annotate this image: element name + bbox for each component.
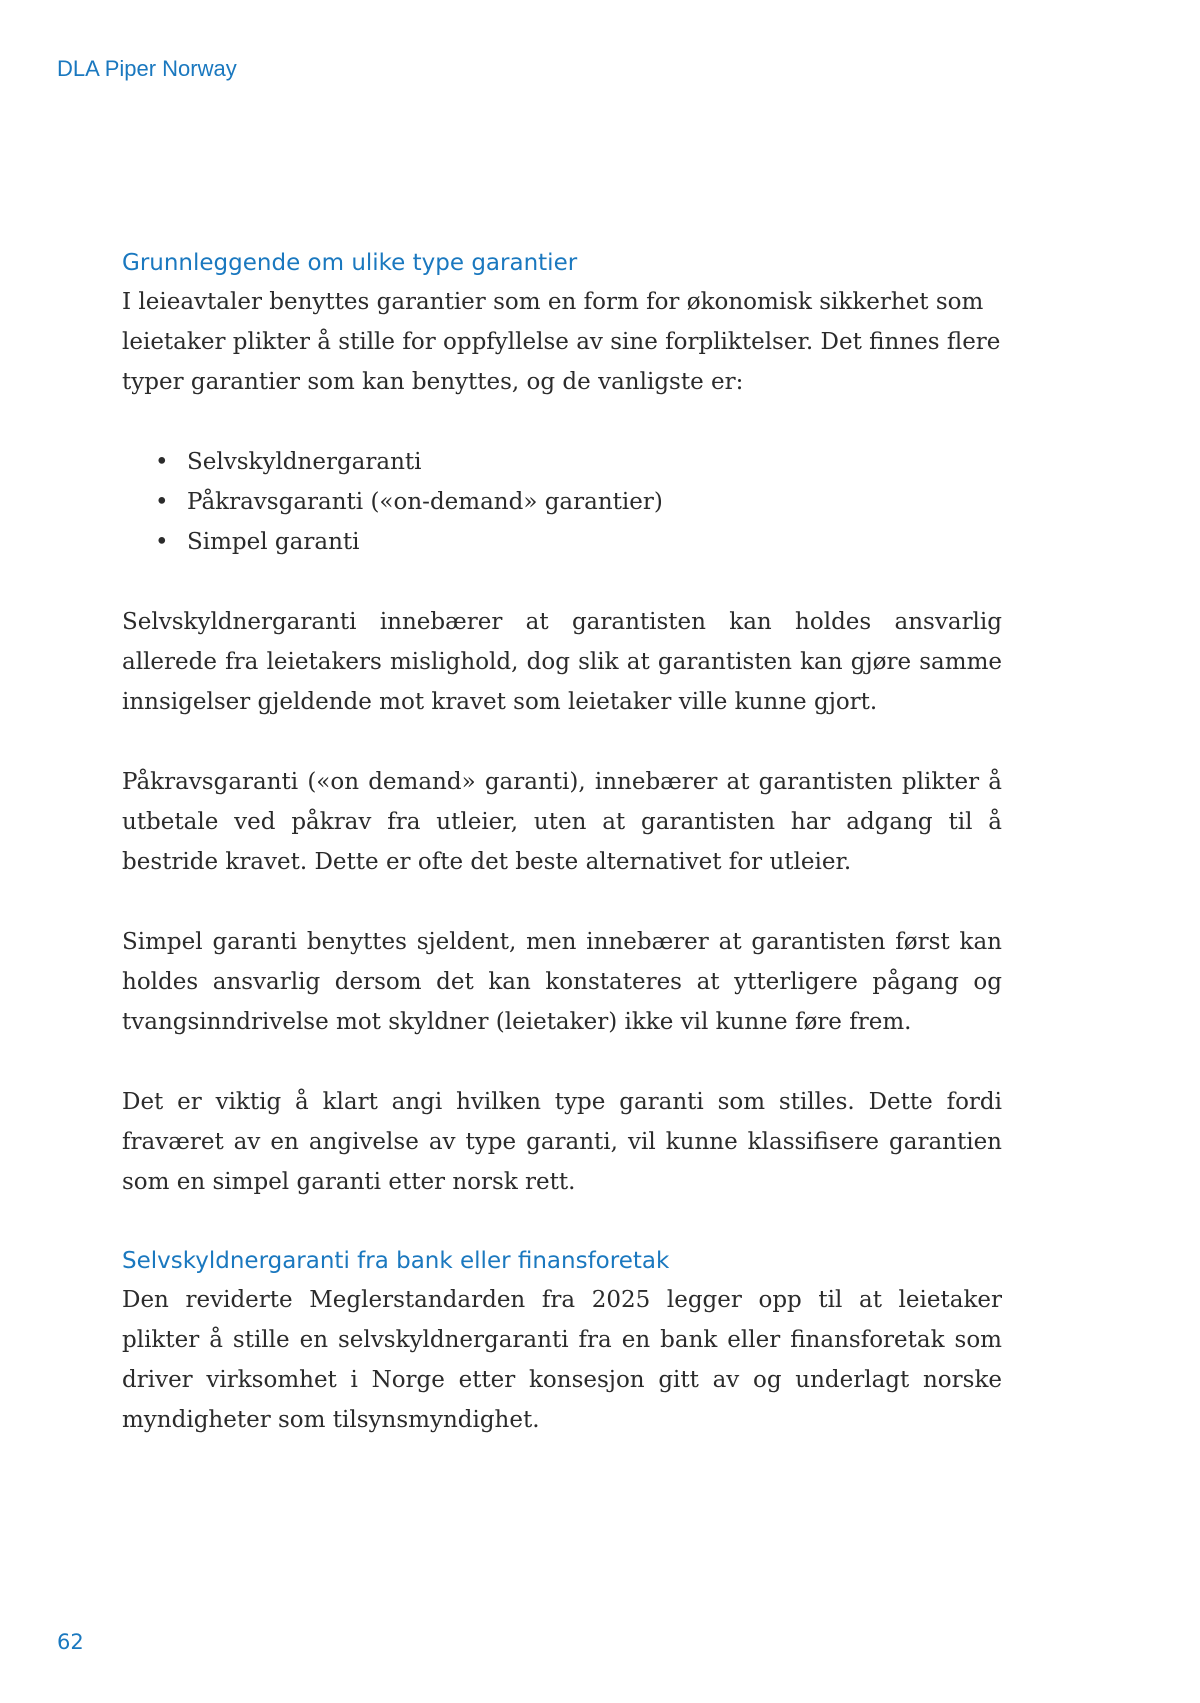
spacer [122, 402, 1002, 442]
list-item [122, 482, 1002, 522]
spacer [122, 1202, 1002, 1242]
section-heading-bank-guarantee: Selvskyldnergaranti fra bank eller finansforetak [122, 1248, 670, 1274]
spacer [122, 1042, 1002, 1082]
paragraph-simpel-garanti: Simpel garanti benyttes sjeldent, men innebærer at garantisten først kan holdes ansvarlig dersom det kan konstateres at ytterligere pågang og tvangsinndrivelse mot skyldner (leietaker) ikke vil kunne føre frem. [122, 929, 1002, 1035]
bullet-icon: • [155, 529, 169, 555]
guarantee-type-list [122, 442, 1002, 562]
paragraph-selvskyldnergaranti: Selvskyldnergaranti innebærer at garantisten kan holdes ansvarlig allerede fra leietakers mislighold, dog slik at garantisten kan gjøre samme innsigelser gjeldende mot kravet som leietaker ville kunne gjort. [122, 609, 1002, 715]
document-body [122, 244, 1002, 1440]
list-item-label: Påkravsgaranti («on-demand» garantier) [187, 489, 663, 515]
page-number: 62 [57, 1630, 84, 1654]
list-item-label: Simpel garanti [187, 529, 360, 555]
running-header: DLA Piper Norway [57, 56, 237, 81]
spacer [122, 562, 1002, 602]
paragraph-pakravsgaranti: Påkravsgaranti («on demand» garanti), innebærer at garantisten plikter å utbetale ved påkrav fra utleier, uten at garantisten har adgang til å bestride kravet. Dette er ofte det beste alternativet for utleier. [122, 769, 1002, 875]
intro-paragraph: I leieavtaler benyttes garantier som en form for økonomisk sikkerhet som leietaker plikter å stille for oppfyllelse av sine forpliktelser. Det finnes flere typer garantier som kan benyttes, og de vanligste er: [122, 289, 1001, 395]
section-heading-guarantee-types: Grunnleggende om ulike type garantier [122, 250, 578, 276]
bullet-icon: • [155, 449, 169, 475]
paragraph-meglerstandarden: Den reviderte Meglerstandarden fra 2025 legger opp til at leietaker plikter å stille en selvskyldnergaranti fra en bank eller finansforetak som driver virksomhet i Norge etter konsesjon gitt av og underlagt norske myndigheter som tilsynsmyndighet. [122, 1287, 1002, 1433]
spacer [122, 722, 1002, 762]
bullet-icon: • [155, 489, 169, 515]
list-item [122, 522, 1002, 562]
list-item [122, 442, 1002, 482]
paragraph-guarantee-type-importance: Det er viktig å klart angi hvilken type garanti som stilles. Dette fordi fraværet av en angivelse av type garanti, vil kunne klassifisere garantien som en simpel garanti etter norsk rett. [122, 1089, 1002, 1195]
spacer [122, 882, 1002, 922]
list-item-label: Selvskyldnergaranti [187, 449, 422, 475]
